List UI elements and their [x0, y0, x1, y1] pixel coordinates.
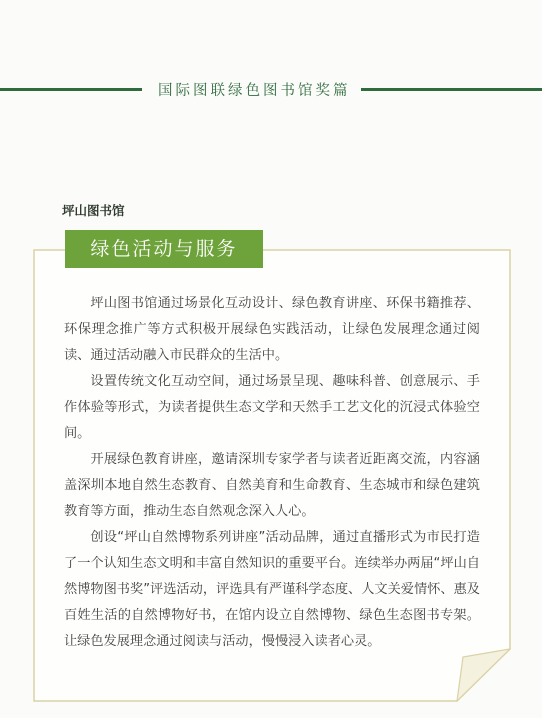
- body-text: [64, 291, 480, 655]
- paragraph: 开展绿色教育讲座，邀请深圳专家学者与读者近距离交流，内容涵盖深圳本地自然生态教育、自然美育和生命教育、生态城市和绿色建筑教育等方面，推动生态自然观念深入人心。: [64, 452, 480, 519]
- paragraph: 创设“坪山自然博物系列讲座”活动品牌，通过直播形式为市民打造了一个认知生态文明和丰富自然知识的重要平台。连续举办两届“坪山自然博物图书奖”评选活动，评选具有严谨科学态度、人文关爱情怀、惠及百姓生活的自然博物好书，在馆内设立自然博物、绿色生态图书专架。让绿色发展理念通过阅读与活动，慢慢浸入读者心灵。: [64, 530, 480, 649]
- paragraph: 坪山图书馆通过场景化互动设计、绿色教育讲座、环保书籍推荐、环保理念推广等方式积极开展绿色实践活动，让绿色发展理念通过阅读、通过活动融入市民群众的生活中。: [64, 296, 480, 363]
- library-name: 坪山图书馆: [62, 203, 125, 218]
- header-rule-left: [0, 88, 142, 91]
- paragraph: 设置传统文化互动空间，通过场景呈现、趣味科普、创意展示、手作体验等形式，为读者提供生态文学和天然手工艺文化的沉浸式体验空间。: [64, 374, 480, 441]
- header-rule-right: [361, 88, 542, 91]
- folded-corner: [457, 649, 510, 701]
- section-header: [0, 78, 542, 100]
- section-tab: 绿色活动与服务: [65, 230, 263, 268]
- header-title: 国际图联绿色图书馆奖篇: [158, 82, 351, 99]
